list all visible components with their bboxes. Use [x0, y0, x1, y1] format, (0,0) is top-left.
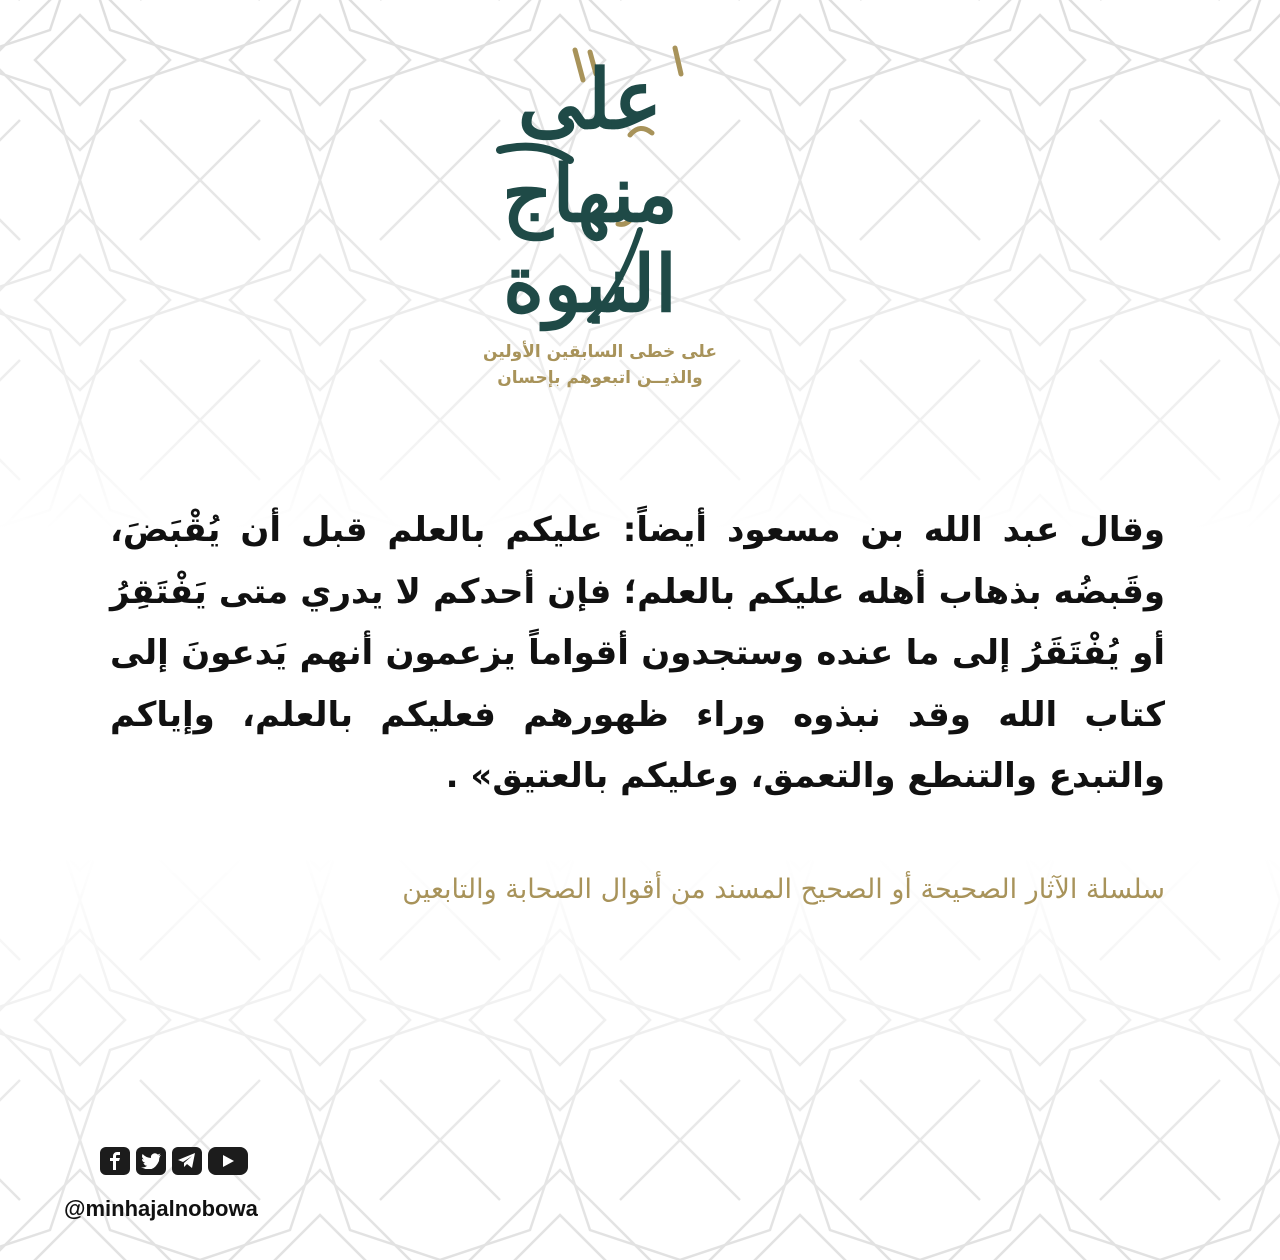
youtube-icon[interactable]	[208, 1147, 248, 1175]
telegram-icon[interactable]	[172, 1147, 202, 1175]
twitter-icon[interactable]	[136, 1147, 166, 1175]
logo-line-1: على	[517, 52, 663, 148]
logo	[480, 30, 760, 430]
source-citation: سلسلة الآثار الصحيحة أو الصحيح المسند من أقوال الصحابة والتابعين	[402, 874, 1165, 905]
facebook-icon[interactable]	[100, 1147, 130, 1175]
logo-tagline-2: والذيــن اتبعوهم بإحسان	[497, 368, 703, 388]
social-handle: @minhajalnobowa	[64, 1196, 258, 1221]
logo-tagline-1: على خطى السابقين الأولين	[483, 342, 717, 362]
logo-line-2: منهاج	[502, 149, 678, 240]
logo-line-3: النبوة	[503, 239, 677, 330]
quote-text: وقال عبد الله بن مسعود أيضاً: عليكم بالعلم قبل أن يُقْبَضَ، وقَبضُه بذهاب أهله عليكم بالعلم؛ فإن أحدكم لا يدري متى يَفْتَقِرُ أو يُفْتَقَرُ إلى ما عنده وستجدون أقواماً يزعمون أنهم يَدعونَ إلى كتاب الله وقد نبذوه وراء ظهورهم فعليكم بالعلم، وإياكم والتبدع والتنطع والتعمق، وعليكم بالعتيق» .	[110, 510, 1165, 796]
social-icons	[100, 1147, 248, 1175]
